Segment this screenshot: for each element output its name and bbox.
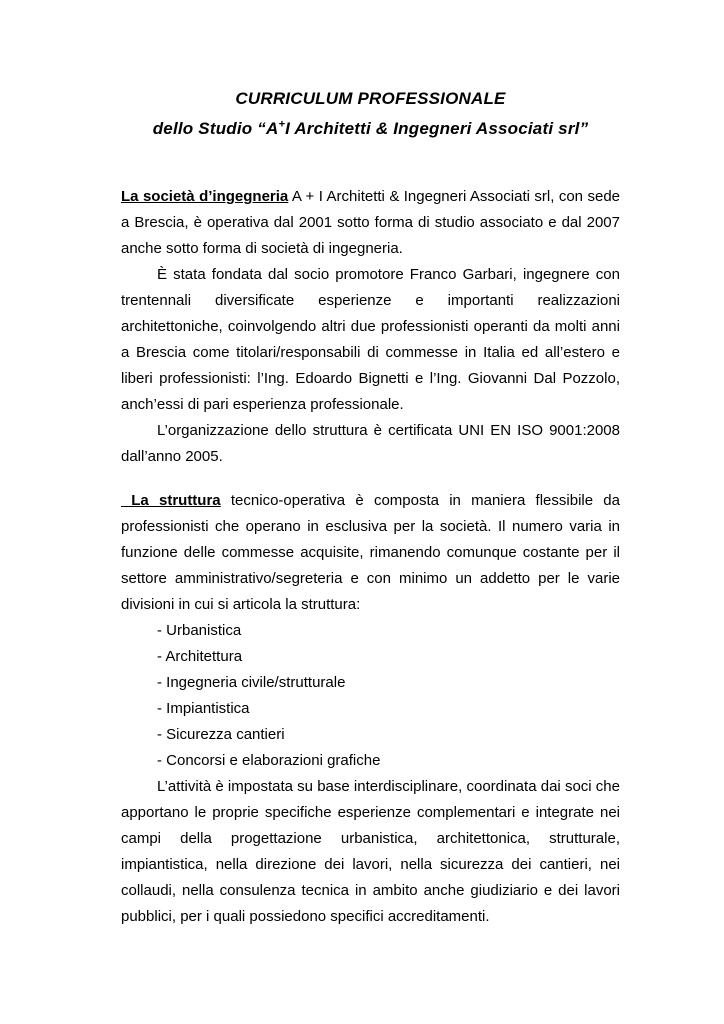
list-item-urbanistica: - Urbanistica <box>157 622 242 639</box>
paragraph-attivita: L’attività è impostata su base interdisciplinare, coordinata dai soci che apportano le proprie specifiche esperienze complementari e integrate nei campi della progettazione urbanistica, architettonica, strutturale, impiantistica, nella direzione dei lavori, nella sicurezza dei cantieri, nei collaudi, nella consulenza tecnica in ambito anche giudiziario e dei lavori pubblici, per i quali possiedono specifici accreditamenti. <box>121 778 620 925</box>
paragraph-struttura-lead: La struttura <box>121 492 221 509</box>
paragraph-societa <box>121 184 620 262</box>
list-item-architettura: - Architettura <box>157 648 243 665</box>
list-item-sicurezza: - Sicurezza cantieri <box>157 726 285 743</box>
list-item-ingegneria: - Ingegneria civile/strutturale <box>157 674 346 691</box>
document-title: CURRICULUM PROFESSIONALE <box>235 89 506 108</box>
paragraph-struttura-text: tecnico-operativa è composta in maniera flessibile da professionisti che operano in esclusiva per la società. Il numero varia in funzione delle commesse acquisite, rimanendo comunque costante per il settore amministrativo/segreteria e con minimo un addetto per le varie divisioni in cui si articola la struttura: <box>121 492 620 613</box>
paragraph-organizzazione: L’organizzazione dello struttura è certificata UNI EN ISO 9001:2008 dall’anno 2005. <box>121 422 620 465</box>
document-subtitle <box>121 114 620 144</box>
paragraph-societa-text: A + I Architetti & Ingegneri Associati srl, con sede a Brescia, è operativa dal 2001 sotto forma di studio associato e dal 2007 anche sotto forma di società di ingegneria. <box>121 188 620 257</box>
paragraph-struttura <box>121 488 620 618</box>
paragraph-fondata: È stata fondata dal socio promotore Franco Garbari, ingegnere con trentennali diversificate esperienze e importanti realizzazioni architettoniche, coinvolgendo altri due professionisti operanti da molti anni a Brescia come titolari/responsabili di commesse in Italia ed all’estero e liberi professionisti: l’Ing. Edoardo Bignetti e l’Ing. Giovanni Dal Pozzolo, anch’essi di pari esperienza professionale. <box>121 266 620 413</box>
paragraph-societa-lead: La società d’ingegneria <box>121 188 289 205</box>
list-item-concorsi: - Concorsi e elaborazioni grafiche <box>157 752 381 769</box>
subtitle-superscript-plus: + <box>278 118 286 131</box>
subtitle-text-pre: dello Studio “A <box>152 119 279 138</box>
list-item-impiantistica: - Impiantistica <box>157 700 250 717</box>
subtitle-text-post: I Architetti & Ingegneri Associati srl” <box>285 119 589 138</box>
divisions-list <box>121 618 620 774</box>
